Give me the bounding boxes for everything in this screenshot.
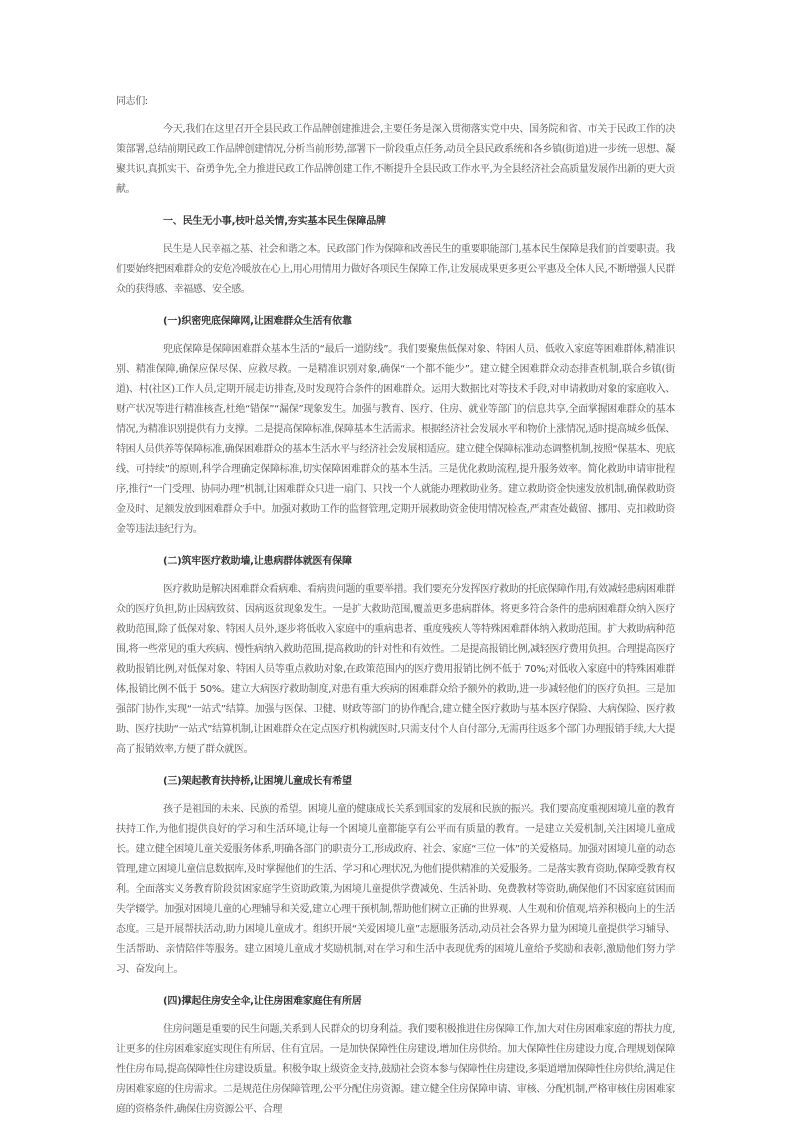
subsection-4-paragraph: 住房问题是重要的民生问题,关系到人民群众的切身利益。我们要积极推进住房保障工作,加大对住房困难家庭的帮扶力度,让更多的住房困难家庭实现住有所居、住有宜居。一是加快保障性住房建设,增加住房供给。加大保障性住房建设力度,合理规划保障性住房布局,提高保障性住房建设质量。积极争取上级资金支持,鼓励社会资本参与保障性住房建设,多渠道增加保障性住房供给,满足住房困难家庭的住房需求。二是规范住房保障管理,公平分配住房资源。建立健全住房保障申请、审核、分配机制,严格审核住房困难家庭的资格条件,确保住房资源公平、合理 — [116, 1024, 675, 1115]
subsection-1-heading: (一)织密兜底保障网,让困难群众生活有依靠 — [163, 316, 352, 327]
section-1-heading: 一、民生无小事,枝叶总关情,夯实基本民生保障品牌 — [163, 216, 386, 227]
subsection-3-paragraph: 孩子是祖国的未来、民族的希望。困境儿童的健康成长关系到国家的发展和民族的振兴。我们要高度重视困境儿童的教育扶持工作,为他们提供良好的学习和生活环境,让每一个困境儿童都能享有公平而有质量的教育。一是建立关爱机制,关注困境儿童成长。建立健全困境儿童关爱服务体系,明确各部门的职责分工,形成政府、社会、家庭“三位一体”的关爱格局。加强对困境儿童的动态管理,建立困境儿童信息数据库,及时掌握他们的生活、学习和心理状况,为他们提供精准的关爱服务。二是落实教育资助,保障受教育权利。全面落实义务教育阶段贫困家庭学生资助政策,为困境儿童提供学费减免、生活补助、免费教材等资助,确保他们不因家庭贫困而失学辍学。加强对困境儿童的心理辅导和关爱,建立心理干预机制,帮助他们树立正确的世界观、人生观和价值观,培养积极向上的生活态度。三是开展帮扶活动,助力困境儿童成才。组织开展“关爱困境儿童”志愿服务活动,动员社会各界力量为困境儿童提供学习辅导、生活帮助、亲情陪伴等服务。建立困境儿童成才奖励机制,对在学习和生活中表现优秀的困境儿童给予奖励和表彰,激励他们努力学习、奋发向上。 — [116, 804, 675, 975]
subsection-3-heading: (三)架起教育扶持桥,让困境儿童成长有希望 — [163, 776, 352, 787]
salutation: 同志们: — [116, 96, 148, 107]
section-1-paragraph: 民生是人民幸福之基、社会和谐之本。民政部门作为保障和改善民生的重要职能部门,基本民生保障是我们的首要职责。我们要始终把困难群众的安危冷暖放在心上,用心用情用力做好各项民生保障工作,让发展成果更多更公平惠及全体人民,不断增强人民群众的获得感、幸福感、安全感。 — [116, 244, 675, 295]
subsection-4-heading: (四)撑起住房安全伞,让住房困难家庭住有所居 — [163, 996, 362, 1007]
subsection-2-heading: (二)筑牢医疗救助墙,让患病群体就医有保障 — [163, 556, 352, 567]
subsection-1-paragraph: 兜底保障是保障困难群众基本生活的“最后一道防线”。我们要聚焦低保对象、特困人员、低收入家庭等困难群体,精准识别、精准保障,确保应保尽保、应救尽救。一是精准识别对象,确保“一个都不能少”。建立健全困难群众动态排查机制,联合乡镇(街道)、村(社区)工作人员,定期开展走访排查,及时发现符合条件的困难群众。运用大数据比对等技术手段,对申请救助对象的家庭收入、财产状况等进行精准核查,杜绝“错保”“漏保”现象发生。加强与教育、医疗、住房、就业等部门的信息共享,全面掌握困难群众的基本情况,为精准识别提供有力支撑。二是提高保障标准,保障基本生活需求。根据经济社会发展水平和物价上涨情况,适时提高城乡低保、特困人员供养等保障标准,确保困难群众的基本生活水平与经济社会发展相适应。建立健全保障标准动态调整机制,按照“保基本、兜底线、可持续”的原则,科学合理确定保障标准,切实保障困难群众的基本生活。三是优化救助流程,提升服务效率。简化救助申请审批程序,推行“一门受理、协同办理”机制,让困难群众只进一扇门、只找一个人就能办理救助业务。建立救助资金快速发放机制,确保救助资金及时、足额发放到困难群众手中。加强对救助工作的监督管理,定期开展救助资金使用情况检查,严肃查处截留、挪用、克扣救助资金等违法违纪行为。 — [116, 344, 675, 535]
intro-paragraph: 今天,我们在这里召开全县民政工作品牌创建推进会,主要任务是深入贯彻落实党中央、国务院和省、市关于民政工作的决策部署,总结前期民政工作品牌创建情况,分析当前形势,部署下一阶段重点任务,动员全县民政系统和各乡镇(街道)进一步统一思想、凝聚共识,真抓实干、奋勇争先,全力推进民政工作品牌创建工作,不断提升全县民政工作水平,为全县经济社会高质量发展作出新的更大贡献。 — [116, 124, 675, 195]
subsection-2-paragraph: 医疗救助是解决困难群众看病难、看病贵问题的重要举措。我们要充分发挥医疗救助的托底保障作用,有效减轻患病困难群众的医疗负担,防止因病致贫、因病返贫现象发生。一是扩大救助范围,覆盖更多患病群体。将更多符合条件的患病困难群众纳入医疗救助范围,除了低保对象、特困人员外,逐步将低收入家庭中的重病患者、重度残疾人等特殊困难群体纳入救助范围。扩大救助病种范围,将一些常见的重大疾病、慢性病纳入救助范围,提高救助的针对性和有效性。二是提高报销比例,减轻医疗费用负担。合理提高医疗救助报销比例,对低保对象、特困人员等重点救助对象,在政策范围内的医疗费用报销比例不低于 70%;对低收入家庭中的特殊困难群体,报销比例不低于 50%。建立大病医疗救助制度,对患有重大疾病的困难群众给予额外的救助,进一步减轻他们的医疗负担。三是加强部门协作,实现“一站式”结算。加强与医保、卫健、财政等部门的协作配合,建立健全医疗救助与基本医疗保险、大病保险、医疗救助、医疗扶助“一站式”结算机制,让困难群众在定点医疗机构就医时,只需支付个人自付部分,无需再往返多个部门办理报销手续,大大提高了报销效率,方便了群众就医。 — [116, 584, 675, 755]
